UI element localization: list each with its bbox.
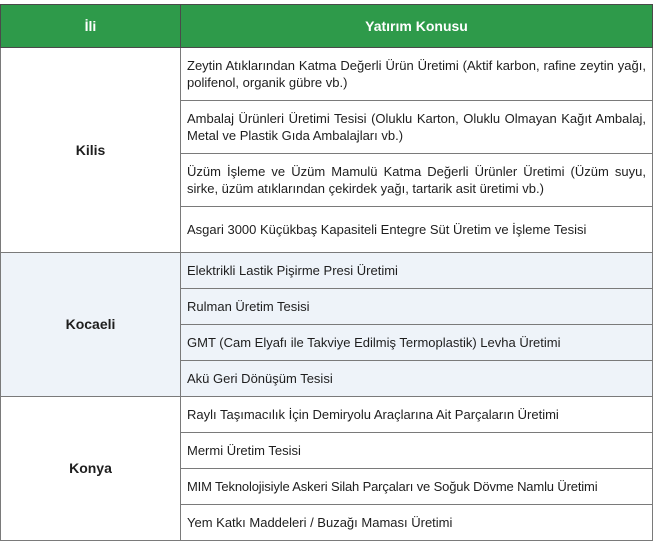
province-konya: Konya xyxy=(1,397,181,541)
header-il: İli xyxy=(1,5,181,48)
investment-topic: Üzüm İşleme ve Üzüm Mamulü Katma Değerli Ürünler Üretimi (Üzüm suyu, sirke, üzüm atıklarından çekirdek yağı, tartarik asit üretimi vb.) xyxy=(181,154,653,207)
investment-table xyxy=(0,4,653,541)
investment-topic: Elektrikli Lastik Pişirme Presi Üretimi xyxy=(181,253,653,289)
investment-topic: Asgari 3000 Küçükbaş Kapasiteli Entegre Süt Üretim ve İşleme Tesisi xyxy=(181,207,653,253)
investment-topic: Akü Geri Dönüşüm Tesisi xyxy=(181,361,653,397)
header-yatirim-konusu: Yatırım Konusu xyxy=(181,5,653,48)
province-kocaeli: Kocaeli xyxy=(1,253,181,397)
investment-topic: Raylı Taşımacılık İçin Demiryolu Araçlarına Ait Parçaların Üretimi xyxy=(181,397,653,433)
investment-topic: Mermi Üretim Tesisi xyxy=(181,433,653,469)
table-row xyxy=(1,253,653,289)
province-kilis: Kilis xyxy=(1,48,181,253)
investment-topic: MIM Teknolojisiyle Askeri Silah Parçaları ve Soğuk Dövme Namlu Üretimi xyxy=(181,469,653,505)
investment-topic: Rulman Üretim Tesisi xyxy=(181,289,653,325)
investment-topic: GMT (Cam Elyafı ile Takviye Edilmiş Termoplastik) Levha Üretimi xyxy=(181,325,653,361)
table-row xyxy=(1,397,653,433)
header-row xyxy=(1,5,653,48)
investment-topic: Yem Katkı Maddeleri / Buzağı Maması Üretimi xyxy=(181,505,653,541)
table-row xyxy=(1,48,653,101)
investment-topic: Ambalaj Ürünleri Üretimi Tesisi (Oluklu Karton, Oluklu Olmayan Kağıt Ambalaj, Metal ve Plastik Gıda Ambalajları vb.) xyxy=(181,101,653,154)
investment-topic: Zeytin Atıklarından Katma Değerli Ürün Üretimi (Aktif karbon, rafine zeytin yağı, polifenol, organik gübre vb.) xyxy=(181,48,653,101)
